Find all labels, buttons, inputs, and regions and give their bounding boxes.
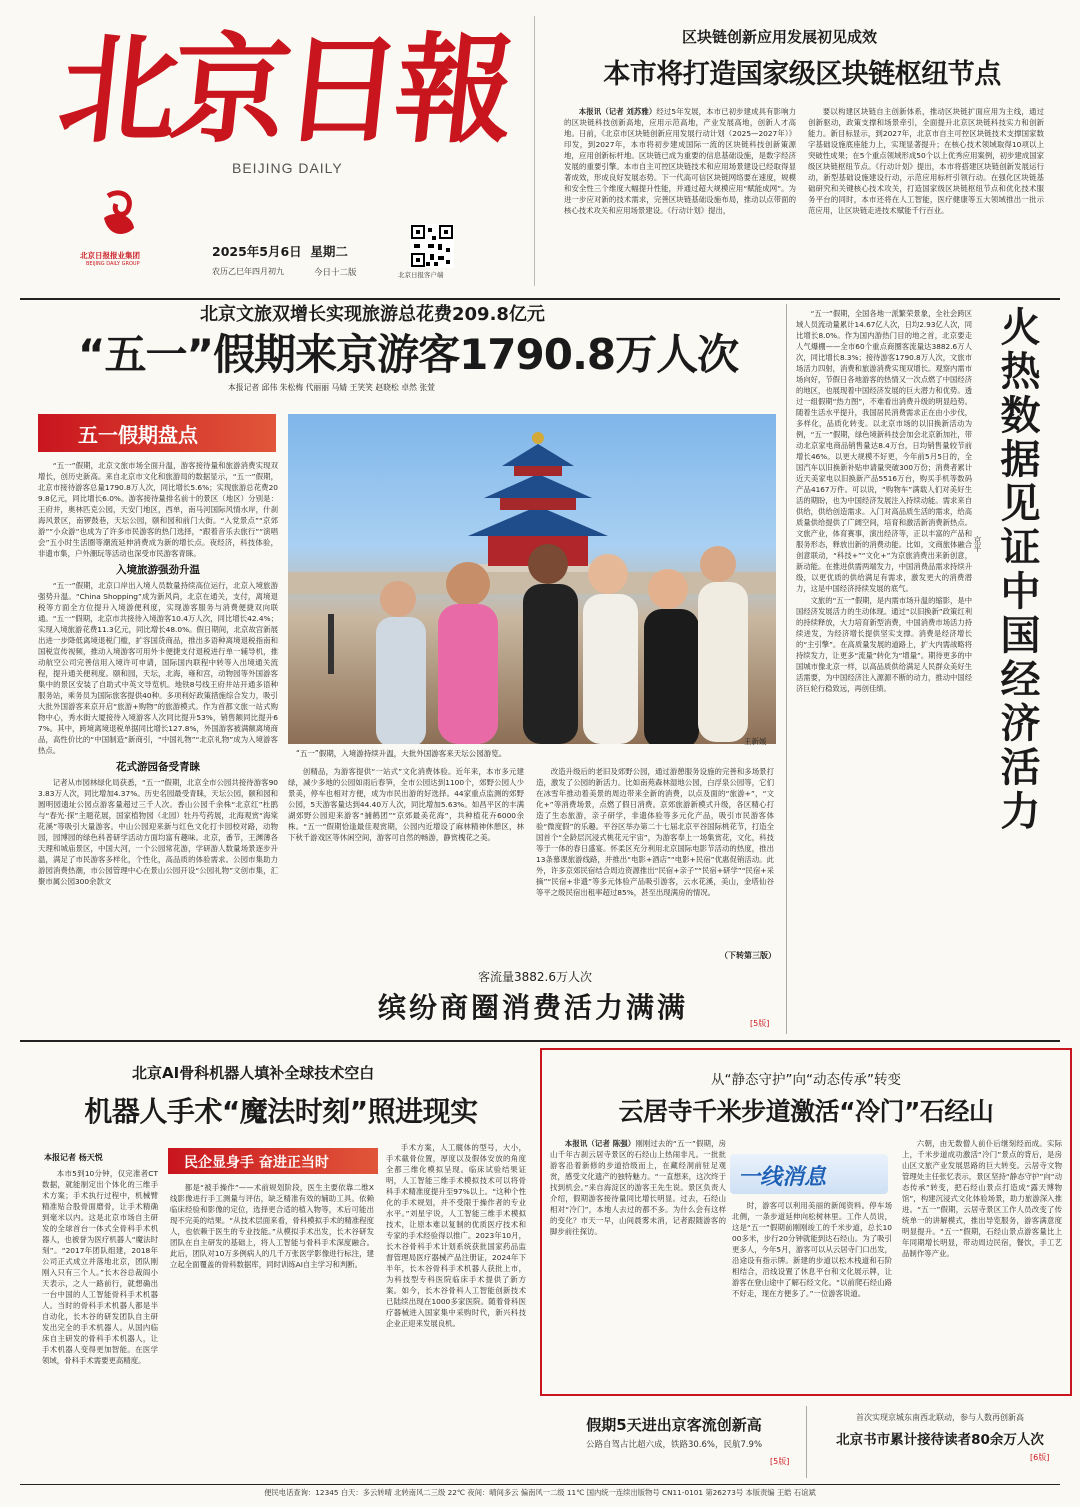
blockchain-kicker: 区块链创新应用发展初见成效 xyxy=(682,28,878,46)
tourism-body-4: 创精品，为游客提供“一站式”文化消费体验。近年来，本市多元建绿，减少多地的公园如雨后春笋，全市公园达到1100个，郊野公园人少景美，停车也相对方便，成为市民出游的好选择。44家重点监测的郊野公园，5天游客量达到44.40万人次，同比增加5.63%。如昌平区的丰满湖郊野公园迎来游客“捕鹤团”“京郊最美花海”，共种植花卉6000余株。“五一”假期恰逢最佳观赏期，公园内近增设了麻林精神休憩区，林下秋千游戏区等休闲空间，游客可自然的畅游，静赏槐花之美。 xyxy=(288,767,524,842)
newspaper-logo: 北京日報 xyxy=(52,20,516,159)
shopping-headline[interactable]: 缤纷商圈消费活力满满 xyxy=(377,991,688,1024)
robot-col-1-text: 本市5到10分钟，仅完准者CT数据，就能制定出个体化的三维手术方案；手术执行过程中，机械臂精准贴合股骨面磨骨，让手术精确到毫米以内。这是北京市场自主研发的全球首台一体式全骨科手术机器人，也被誉为医疗机器人“魔法时刻”。“2017年团队组建，2018年公司正式成立并落地北京，团队刚刚入只有三个人。”长木谷总裁阎小天表示，之人一路前行，就想确出一台中国的人工智能骨科手术机器人。当时的骨科手术机器人都是半自动化，长木谷的研发团队自主研发出完全的手术机器人。从国内临床自主研发的骨科手术机器人，让手术机器人变得更加智能。在医学领域，骨科手术需要更高精度。 xyxy=(42,1169,158,1365)
shopping-kicker: 客流量3882.6万人次 xyxy=(478,970,592,984)
commentary-author: 京平 xyxy=(973,536,982,552)
robot-banner-text: 民企显身手 奋进正当时 xyxy=(184,1155,329,1171)
tourism-subhead-inbound: 入境旅游强劲升温 xyxy=(116,564,200,576)
teaser-divider xyxy=(806,1406,807,1478)
group-name: 北京日报报业集团 xyxy=(80,251,140,260)
yunju-col-2 xyxy=(732,1200,892,1392)
blockchain-col-2 xyxy=(808,106,1044,282)
group-english: BEIJING DAILY GROUP xyxy=(86,261,140,267)
tourism-byline: 本报记者 邱伟 朱松梅 代丽丽 马婧 王笑笑 赵晓松 卓然 张萱 xyxy=(228,383,435,392)
tourism-banner xyxy=(38,414,276,452)
yunju-col-3 xyxy=(902,1138,1062,1392)
yunju-col-1-text: 刚刚过去的“五一”假期，房山千年古刹云居寺景区的石经山上热闹非凡。一批批游客沿着新修的步道拾级而上，在藏经洞前驻足观赏，感受文化遗产的独特魅力。“一直想来，这次终于找到机会。”来自海淀区的游客王先生说。景区负责人介绍，假期游客接待量同比增长明显。过去，石经山相对“冷门”，本地人去过的都不多。为什么会有这样的变化？市天一早，山间晨雾未消，记者跟随游客的脚步前往探访。 xyxy=(550,1139,726,1236)
robot-kicker: 北京AI骨科机器人填补全球技术空白 xyxy=(132,1064,375,1082)
robot-col-2-text: 都是“被手操作”——术前规划阶段，医生主要依靠二维X线影像进行手工测量与评估，缺乏精准有效的辅助工具。依赖临床经验和影像的定位，选择更合适的植入物等，术后可能出现不完美的结果。“从技术层面来看，骨科模拟手术的精准程度人，也依赖于医生的专业技能。”从模拟手术出发，长木谷研发团队在自主研发的基础上，将人工智能与骨科手术深度融合。此后，团队对10万多例病人的几千万张医学影像进行标注，建立起全面覆盖的骨科数据库，同时训练AI自主学习和判断。 xyxy=(170,1183,374,1269)
issue-date-text: 2025年5月6日 xyxy=(212,244,302,259)
robot-col-2 xyxy=(170,1182,374,1474)
teaser-bookfair-title[interactable]: 北京书市累计接待读者80余万人次 xyxy=(836,1432,1044,1448)
yunju-headline[interactable]: 云居寺千米步道激活“冷门”石经山 xyxy=(618,1097,994,1126)
blockchain-col-2-text: 要以构建区块链自主创新体系，推动区块链扩面应用为主线，通过创新驱动，政策支撑和场景牵引，全面提升北京区块链科技实力和创新能力。新目标显示，到2027年，北京市自主可控区块链技术支撑国家数字基础设施底座能力上，实现显著提升；在核心技术领域取得10项以上突破性成果；在5个重点领域形成50个以上优秀应用案例，初步建成国家级区块链枢纽节点。《行动计划》提出，本市将搭建区块链创新发展运行动，新型基础设施建设行动，示范应用标杆引领行动。在强化区块链基础研究和关键核心技术攻关，打造国家级区块链枢纽节点和优化技术服务平台的同时，本市还将在人工智能，医疗健康等五大领域推出一批示范应用，让区块链走进技术赋能千行百业。 xyxy=(808,107,1044,215)
blockchain-story[interactable] xyxy=(546,14,1058,294)
yunju-kicker: 从“静态守护”向“动态传承”转变 xyxy=(711,1072,901,1088)
tourism-jump[interactable]: （下转第三版） xyxy=(720,951,776,960)
tourism-subhead-park: 花式游园备受青睐 xyxy=(116,761,200,773)
yunju-banner-text: 一线消息 xyxy=(738,1165,827,1190)
teaser-bookfair-kicker: 首次实现京城东南西北联动，参与人数再创新高 xyxy=(856,1413,1024,1422)
tourism-col-3 xyxy=(536,766,774,962)
blockchain-byline: 本报讯（记者 刘苏雅） xyxy=(578,107,657,116)
tourism-body-2: “五一”假期，北京口岸出入境人员数量持续高位运行，北京入境旅游强势升温。“China Shopping”成为新风尚，北京在通关，支付，离境退税等方面全方位提升入境游便利度，实现游客服务与消费便捷双向联通。“五一”假期，北京市共接待入境游客10.4万人次，同比增长42.4%；实现入境旅游花费11.3亿元，同比增长48.0%。假日期间，北京故宫新展出进一步降低离境退税门槛，扩容国货商品，推出多语种离境退税指南和国税宣传视频，推动入境游客可用外卡便捷支付退税进行单一辅导机，推动航空公司完善信用入境许可申请，国际国内联程中转等入出境通关流程，提升通关便利度。颐和园，天坛，北海，雍和宫，动物园等外国游客集中的景区安装了自助式中英文导览机。地铁8号线王府井站开通多语种服务站，乘务员为国际旅客提供40种。多项利好政策措施综合发力，吸引大批外国游客来京开启“旅游+购物”的旅游模式。作为首都文旅一站式购物中心，秀水街大厦接待入境游客人次同比提升53%，销售额同比提升67%。其中，跨境离境退税单据同比增长127.8%，外国游客被满额离境商品，高性价比的“中国制造”新商引，“中国礼物”“北京礼物”成为入境游客热点。 xyxy=(38,581,278,755)
blockchain-col-1-text: 经过5年发展，本市已初步建成具有影响力的区块链科技创新高地，应用示范高地，产业发展高地，创新人才高地。日前，《北京市区块链创新应用发展行动计划（2025—2027年）》印发，到2027年，本市将初步建成国际一流的区块链科技创新策源地，应用创新标杆地。区块链已成为重要的信息基础设施，是数字经济发展的重要引擎。本市自主可控区块链技术和应用场景建设已经取得显著成效，形成良好发展态势。下一代高可信区块链网络要在速度，规模和安全性三个维度大幅提升性能，并通过超大规模应用“赋能成网”。为进一步应对新的技术需求，完善区块链基础设施布局，推动以点带面的核心技术攻关和应用场景建设。《行动计划》提出， xyxy=(564,107,796,215)
yunju-banner xyxy=(730,1154,888,1194)
teaser-bookfair[interactable] xyxy=(812,1402,1068,1482)
yunju-col-1 xyxy=(550,1138,726,1392)
temple-of-heaven-photo xyxy=(288,414,776,744)
tourism-col-1 xyxy=(38,460,278,990)
blockchain-headline[interactable]: 本市将打造国家级区块链枢纽节点 xyxy=(603,59,1001,90)
commentary-body xyxy=(796,308,972,1028)
commentary-headline[interactable]: 火热数据见证中国经济活力 xyxy=(994,306,1041,834)
issue-weekday: 星期二 xyxy=(310,244,348,259)
robot-col-1 xyxy=(42,1168,158,1474)
tourism-banner-text: 五一假期盘点 xyxy=(78,423,198,447)
teaser-traffic-sub: 公路自驾占比超六成，铁路30.6%，民航7.9% xyxy=(585,1440,763,1450)
group-logo-icon xyxy=(98,188,142,244)
shopping-page-ref[interactable]: [5版] xyxy=(750,1019,770,1028)
masthead-divider xyxy=(534,16,535,286)
footer-rule xyxy=(20,1484,1060,1485)
issue-date xyxy=(212,242,348,260)
blockchain-col-1 xyxy=(564,106,796,282)
commentary-divider xyxy=(786,304,787,1034)
yunju-col-2-text: 时，游客可以利用美丽的新闻资料。停车场北侧，一条步道延伸向松树林里。工作人员说，这是“五一”假期前刚刚竣工的千米步道，总长1000多米，步行20分钟就能到达石经山。为了吸引更多人，今年5月，游客可以从云居寺门口出发，沿途设有指示牌。新建的步道以松木栈道和石阶相结合，沿线设置了休息平台和文化展示牌，让游客在登山途中了解石经文化。“以前爬石经山路不好走，现在方便多了。”一位游客说道。 xyxy=(732,1201,892,1298)
yunju-col-3-text: 六朝，由无数僧人前仆后继刻经而成。实际上，千米步道成功激活“冷门”景点的背后，是房山区文旅产业发展思路的巨大转变。云居寺文物管理处主任张忆表示，景区坚持“静态守护”向“动态传承”转变，把石经山景点打造成“露天博物馆”，构建沉浸式文化体验场景，助力旅游深入推进。“五一”假期，云居寺景区工作人员改变了传统单一的讲解模式，推出导览服务，游客满意度明显提升。“五一”假期，石经山景点游客量比上年同期增长明显，带动周边民宿，餐饮，手工艺品制作等产业。 xyxy=(902,1139,1062,1258)
commentary-text-2: 文旅的“五一”假期，是内需市场升温的缩影，是中国经济发展活力的生动体现。通过“以旧换新”政策红利的持续释放，大力培育新型消费，中国消费市场活力持续迸发，为经济增长提供坚实支撑。消费是经济增长的“主引擎”。在高质量发展的道路上，扩大内需战略将持续发力，让更多“流量”转化为“增量”。期待更多的中国城市像北京一样，以高品质供给满足人民群众美好生活需要，为中国经济注入源源不断的动力，推动中国经济巨轮行稳致远，再创佳绩。 xyxy=(796,596,972,693)
tourism-body-5: 改造升级后的老旧及郊野公园，通过游憩服务设施的完善和多场景打造，激发了公园的新活力。比如南苑森林湿地公园，白浮泉公园等，它们在冰雪年推动着美景的周边带来全新的消费，以点及面的“旅游+”，“文化+”等消费场景，点燃了假日消费。京郊旅游新模式升级，各区精心打造了生态旅游，亲子研学，非遗体验等多元化产品，吸引市民游客体验“微度假”的乐趣。平谷区举办第二十七届北京平谷国际桃花节，打造全国首个“全龄层沉浸式桃花元宇宙”，为游客奉上一场集赏花，文化，科技等于一体的春日盛宴。怀柔区充分利用北京国际电影节活动的热度，推出13条慕课旅游线路，并推出“电影+酒店”“电影+民宿”优惠促销活动。此外，许多京郊民宿结合周边资源推出“民宿+亲子”“民宿+研学”“民宿+采摘”“民宿+非遗”等多元体验产品吸引游客，云水花溪，美山，金塔仙谷等平之级民宿出租率超过85%，甚至出现满房的情况。 xyxy=(536,767,774,897)
robot-col-3 xyxy=(386,1142,526,1474)
lunar-date: 农历乙巳年四月初九 xyxy=(212,267,284,276)
qr-caption: 北京日报客户端 xyxy=(398,271,444,279)
yunju-byline: 本报讯（记者 陈强） xyxy=(564,1139,636,1148)
qr-code-icon[interactable] xyxy=(410,224,454,268)
shopping-teaser[interactable] xyxy=(288,966,778,1034)
teaser-bookfair-page[interactable]: [6版] xyxy=(1030,1453,1050,1462)
tourism-headline[interactable]: “五一”假期来京游客1790.8万人次 xyxy=(77,330,739,379)
robot-byline: 本报记者 杨天悦 xyxy=(44,1153,103,1162)
photo-caption: “五一”假期，入境游持续升温，大批外国游客来天坛公园游览。 xyxy=(296,749,507,758)
footer-info: 便民电话查询：12345 白天：多云转晴 北转南风二三级 22℃ 夜间：晴间多云 偏南风一二级 11℃ 国内统一连续出版物号 CN11-0101 第26273号 本版责编 王皓 石谊斌 xyxy=(264,1488,816,1497)
robot-story[interactable] xyxy=(30,1046,532,1476)
robot-banner xyxy=(168,1148,378,1174)
tourism-body-1: “五一”假期，北京文旅市场全面升温，游客接待量和旅游消费实现双增长，创历史新高。来自北京市文化和旅游局的数据显示，“五一”假期，北京市接待游客总量1790.8万人次，同比增长5.6%；实现旅游总花费209.8亿元，同比增长6.0%。游客接待量排名前十的景区（地区）分别是：王府井，奥林匹克公园，天安门地区，西单，南马河国际风情水岸，什刹海风景区，南锣鼓巷，天坛公园，颐和园和前门大街。“入党景点”“京郊游”“小众游”也成为了许多市民游客的热门选择，“跟着音乐去旅行”“演唱会”五小时生活圈等潮流延伸消费成为新的增长点。夜经济，科技体验，非遗市集，户外潮玩等活动也深受市民游客青睐。 xyxy=(38,461,278,558)
page-count: 今日十二版 xyxy=(314,268,357,278)
teaser-traffic[interactable] xyxy=(548,1402,800,1482)
teaser-traffic-title[interactable]: 假期5天进出京客流创新高 xyxy=(586,1416,762,1434)
tourism-col-2 xyxy=(288,766,524,986)
robot-col-3-text: 手术方案，人工髋体的型号，大小，手术截骨位置，厚度以及假体安放的角度全都三维化模拟呈现。临床试验结果证明，人工智能三维手术模拟技术可以将骨科手术精准度提升至97%以上。“这种个性化的手术规划，并不受限于操作者的专业水平。”刘星宇说，人工智能三维手术模拟技术，让原本难以复制的优质医疗技术和专家的手术经验得以推广。2023年10月，长木谷骨科手术计划系统获批国家药品监督管理局医疗器械产品注册证，2024年下半年，长木谷骨科手术机器人获批上市，为科技型专科医院临床手术提供了新方案。如今，长木谷骨科人工智能创新技术已陆续出现在1000多家医院。随着骨科医疗器械进入国家集中采购时代，新兴科技企业正迎来发展良机。 xyxy=(386,1143,526,1328)
tourism-body-3: 记者从市园林绿化局获悉，“五一”假期，北京全市公园共接待游客903.83万人次，同比增加4.37%。历史名园最受青睐，天坛公园，颐和园和圆明园遗址公园点游客量超过三千人次。香山公园千余株“北京红”杜鹃与“春光·探”主题花展，国家植物园（北园）牡丹芍药展，北海观赏“海棠花溪”等吸引大量游客。中山公园迎来新与红色文化打卡园校对路，动物园，园博园的绿色科普研学活动方面均富有趣味。北京，番节，王渊薄各天理和城庙景区，中国大河，一个公园常花游，学研游人数量场景逐步升温，满足了市民游客多样化，个性化，高品质的体验需求。公园市集助力游园消费热潮，市公园管理中心在景山公园开设“公园礼物”文创市集，汇聚市属公园300余款文 xyxy=(38,778,278,886)
tourism-kicker: 北京文旅双增长实现旅游总花费209.8亿元 xyxy=(200,304,545,325)
yunju-story[interactable] xyxy=(540,1048,1072,1396)
robot-headline[interactable]: 机器人手术“魔法时刻”照进现实 xyxy=(84,1095,478,1128)
teaser-traffic-page[interactable]: [5版] xyxy=(770,1457,790,1466)
newspaper-english-name: BEIJING DAILY xyxy=(232,160,343,176)
commentary-text: “五一”假期，全国各地一派繁荣景象，全社会跨区域人员流动量累计14.67亿人次，日均2.93亿人次，同比增长8.0%。作为国内游热门目的地之首，北京要走人气爆棚——全市60个重点商圈客流量达3882.6万人次，同比增长8.3%；接待游客1790.8万人次，文旅市场活力四射，消费和旅游消费实现双增长。观察内需市场向好，节假日各地游客的热情又一次点燃了中国经济的地区，也展现着中国经济发展的巨大潜力和优势。透过一组假期“热力图”，不难看出消费升级的明显趋势。随着生活水平提升，我国居民消费需求正在由小步伐，多样化，品质化转变。以北京市场的以旧换新活动为例，“五一”假期，绿色境新科技会加会北京新加社，带动北京家电商品销售量达8.4万台，日均销售量较节前增长46%。以更大规模不好更，今年前5月5日的，全国汽车以旧换新补贴申请量突破300万份；消费者累计近天美家电以旧换新产品5516万台，购买手机等数码产品4167万件。可以说，“购物车”满载人们对美好生活的期盼，也为中国经济发展注入持续动能。需求来自供给，供给创造需求。入门对高品质生活的需求，给高质量供给提供了广阔空间，培育和激活新消费新热点。文旅产业，体育赛事，演出经济等，正以丰富的产品和服务形态，释放出新的消费动能。比如，文商旅体融合创意联动，“科技+”“文化+”为京旅消费出来新创意，新动能。在推进供需两端发力，中国消费品需求持续升级，以更优质的供给满足有需求，激发更大的消费潜力，这是中国经济持续发展的底气。 xyxy=(796,309,972,593)
section-rule xyxy=(20,1040,1060,1042)
photo-credit: 王新媛 xyxy=(744,737,767,746)
